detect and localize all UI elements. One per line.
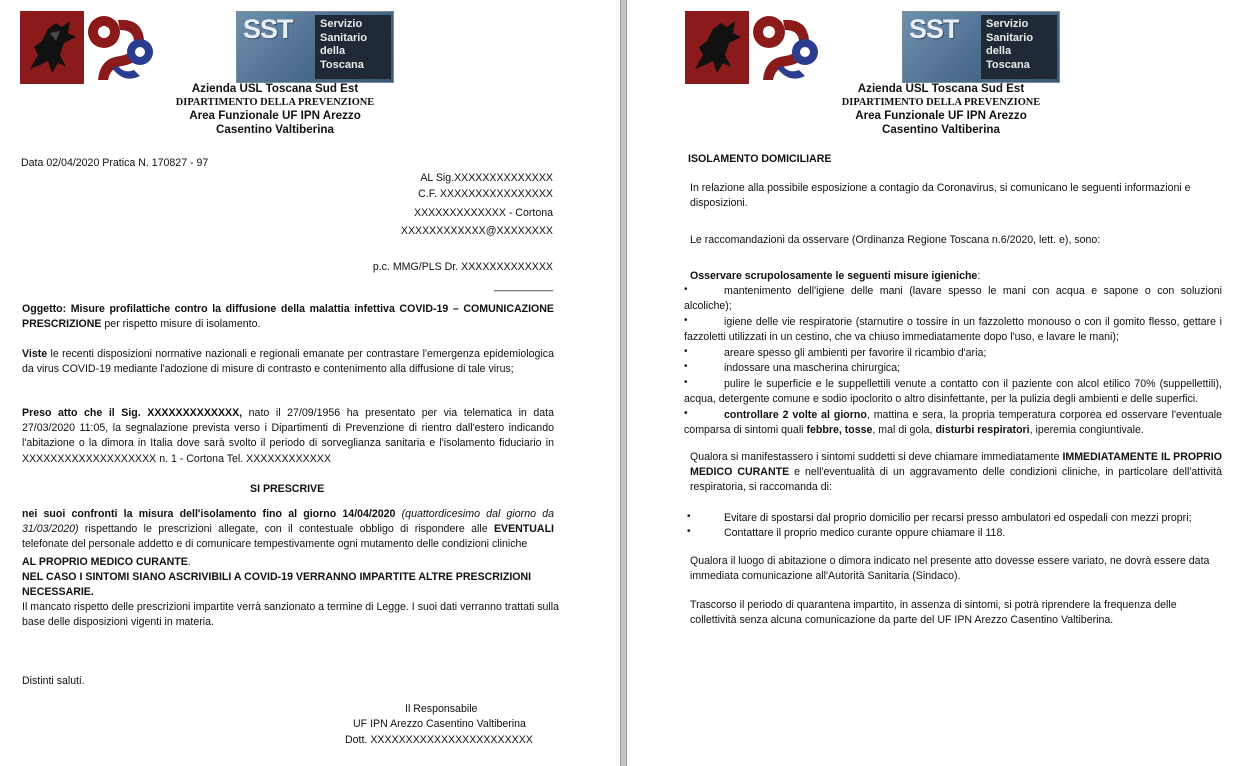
sst-logo xyxy=(236,11,394,83)
regione-toscana-logo xyxy=(20,11,84,84)
district-name: Casentino Valtiberina xyxy=(882,123,1000,136)
isolation-title: ISOLAMENTO DOMICILIARE xyxy=(688,153,832,165)
department-name: DIPARTIMENTO DELLA PREVENZIONE xyxy=(841,97,1041,108)
signature-name: Dott. XXXXXXXXXXXXXXXXXXXXXXX xyxy=(345,734,533,746)
sst-logo-text: Servizio Sanitario della Toscana xyxy=(315,15,391,79)
sst-logo-letters: SST xyxy=(909,14,959,44)
district-name: Casentino Valtiberina xyxy=(216,123,334,136)
usl-swirl-logo xyxy=(749,10,821,85)
bullet: • xyxy=(684,346,688,357)
sst-logo-letters: SST xyxy=(243,14,293,44)
usl-swirl-logo xyxy=(84,10,156,85)
sanction-paragraph: Il mancato rispetto delle prescrizioni impartite verrà sanzionato a termine di Legge. I suoi dati verranno trattati sulla base delle disposizioni vigenti in materia. xyxy=(22,601,560,629)
sst-logo xyxy=(902,11,1060,83)
hygiene-item-hands: mantenimento dell'igiene delle mani (lavare spesso le mani con acqua e sapone o con soluzioni alcoliche); xyxy=(684,285,1222,313)
department-name: DIPARTIMENTO DELLA PREVENZIONE xyxy=(175,97,375,108)
intro-paragraph: In relazione alla possibile esposizione a contagio da Coronavirus, si comunicano le seguenti informazioni e disposizioni. xyxy=(690,182,1191,210)
date-practice-line: Data 02/04/2020 Pratica N. 170827 - 97 xyxy=(21,157,209,169)
bullet: • xyxy=(684,284,688,295)
recipient-name: AL Sig.XXXXXXXXXXXXXX xyxy=(420,172,553,184)
preso-atto-paragraph: Preso atto che il Sig. XXXXXXXXXXXXX, nato il 27/09/1956 ha presentato per via telematica in data 27/03/2020 11:05, la segnalazione prevista verso i Dipartimenti di Prevenzione di rientro dall'estero indicando l'abitazione o la dimora in Italia dove sarà svolto il periodo di sorveglianza sanitaria e l'isolamento fiduciario in XXXXXXXXXXXXXXXXXXX n. 1 - Cortona Tel. XXXXXXXXXXXX xyxy=(22,407,554,465)
hygiene-item-cleaning: pulire le superficie e le suppellettili venute a contatto con il paziente con alcol etilico 70% (suppellettili), acqua, detergente comune e sodio ipoclorito o altro disinfettante, per la pulizia degli ambienti e delle superfici. xyxy=(684,378,1222,406)
recipient-email: XXXXXXXXXXXX@XXXXXXXX xyxy=(400,225,553,237)
recommendations-intro: Le raccomandazioni da osservare (Ordinanza Regione Toscana n.6/2020, lett. e), sono: xyxy=(690,234,1101,246)
org-name: Azienda USL Toscana Sud Est xyxy=(191,82,359,95)
bullet: • xyxy=(687,511,691,522)
prescription-paragraph: nei suoi confronti la misura dell'isolamento fino al giorno 14/04/2020 (quattordicesimo dal giorno da 31/03/2020) rispettando le prescrizioni allegate, con il contestuale obbligo di rispondere alle EVENTUALI telefonate del personale addetto e di comunicare tempestivamente ogni mutamento delle condizioni cliniche xyxy=(22,508,554,551)
org-name: Azienda USL Toscana Sud Est xyxy=(857,82,1025,95)
letterhead xyxy=(75,82,475,137)
symptoms-paragraph: Qualora si manifestassero i sintomi suddetti si deve chiamare immediatamente IMMEDIATAMENTE IL PROPRIO MEDICO CURANTE e nell'eventualità di un aggravamento delle condizioni cliniche, in particolare dell'attività respiratoria, si raccomanda di: xyxy=(690,451,1222,494)
page-gutter xyxy=(620,0,627,766)
hygiene-item-respiratory: igiene delle vie respiratorie (starnutire o tossire in un fazzoletto monouso o con il gomito flesso, gettare i fazzoletti utilizzati in un cestino, che va chiuso immediatamente dopo l'uso, e lavare le mani); xyxy=(684,316,1222,344)
si-prescrive-heading: SI PRESCRIVE xyxy=(250,483,325,495)
advice-item-no-travel: Evitare di spostarsi dal proprio domicilio per recarsi presso ambulatori ed ospedali con mezzi propri; xyxy=(724,512,1192,524)
recipient-address: XXXXXXXXXXXXX - Cortona xyxy=(414,207,553,219)
subject-paragraph: Oggetto: Misure profilattiche contro la diffusione della malattia infettiva COVID-19 – COMUNICAZIONE PRESCRIZIONE per rispetto misure di isolamento. xyxy=(22,303,554,331)
signature-office: UF IPN Arezzo Casentino Valtiberina xyxy=(353,718,526,730)
bullet: • xyxy=(684,377,688,388)
regione-toscana-logo xyxy=(685,11,749,84)
covid-warning: NEL CASO I SINTOMI SIANO ASCRIVIBILI A COVID-19 VERRANNO IMPARTITE ALTRE PRESCRIZIONI NECESSARIE. xyxy=(22,571,532,599)
document-page-1 xyxy=(0,0,620,766)
cc-doctor: p.c. MMG/PLS Dr. XXXXXXXXXXXXX xyxy=(372,261,553,273)
bullet: • xyxy=(687,526,691,537)
area-name: Area Funzionale UF IPN Arezzo xyxy=(855,109,1027,122)
document-page-2 xyxy=(627,0,1248,766)
address-change-paragraph: Qualora il luogo di abitazione o dimora indicato nel presente atto dovesse essere variato, ne dovrà essere data immediata comunicazione all'Autorità Sanitaria (Sindaco). xyxy=(690,555,1210,583)
letterhead xyxy=(741,82,1141,137)
advice-item-call: Contattare il proprio medico curante oppure chiamare il 118. xyxy=(724,527,1006,539)
al-medico-line: AL PROPRIO MEDICO CURANTE. xyxy=(22,556,191,568)
sst-logo-text: Servizio Sanitario della Toscana xyxy=(981,15,1057,79)
viste-paragraph: Viste le recenti disposizioni normative nazionali e regionali emanate per contrastare l'emergenza epidemiologica da virus COVID-19 mediante l'adozione di misure di contrasto e contenimento alla diffusione di tale virus; xyxy=(22,348,554,376)
closing-greeting: Distinti saluti. xyxy=(22,675,85,687)
bullet: • xyxy=(684,408,688,419)
hygiene-item-ventilation: areare spesso gli ambienti per favorire il ricambio d'aria; xyxy=(724,347,987,359)
bullet: • xyxy=(684,315,688,326)
signature-title: Il Responsabile xyxy=(405,703,478,715)
area-name: Area Funzionale UF IPN Arezzo xyxy=(189,109,361,122)
cc-underline: __________ xyxy=(494,280,553,292)
hygiene-item-temperature: controllare 2 volte al giorno, mattina e sera, la propria temperatura corporea ed osservare l'eventuale comparsa di sintomi quali febbre, tosse, mal di gola, disturbi respiratori, iperemia congiuntivale. xyxy=(684,409,1222,437)
bullet: • xyxy=(684,361,688,372)
end-quarantine-paragraph: Trascorso il periodo di quarantena impartito, in assenza di sintomi, si potrà riprendere la frequenza delle collettività senza alcuna comunicazione da parte del UF IPN Arezzo Casentino Valtiberina. xyxy=(690,599,1177,627)
hygiene-item-mask: indossare una mascherina chirurgica; xyxy=(724,362,901,374)
hygiene-heading: Osservare scrupolosamente le seguenti misure igieniche: xyxy=(690,270,981,282)
recipient-fiscal-code: C.F. XXXXXXXXXXXXXXXX xyxy=(418,188,553,200)
